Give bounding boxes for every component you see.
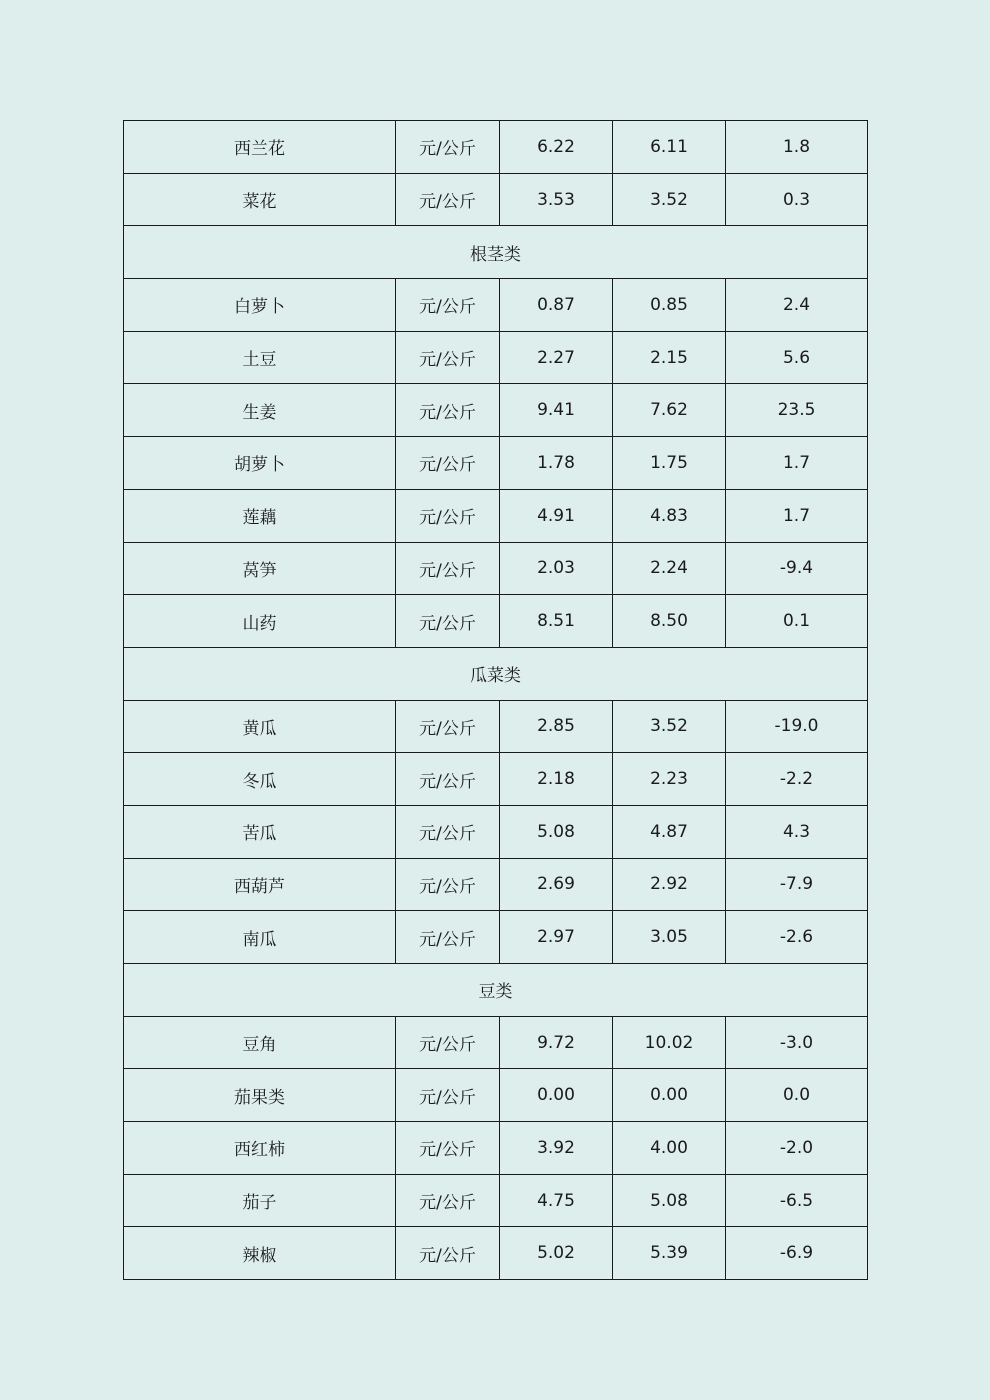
change-percent-cell: -3.0 [726, 1016, 868, 1069]
unit-cell: 元/公斤 [396, 331, 500, 384]
previous-price-cell: 8.50 [613, 595, 726, 648]
table-row [124, 331, 868, 384]
current-price-cell: 2.27 [500, 331, 613, 384]
current-price-cell: 0.87 [500, 279, 613, 332]
unit-cell: 元/公斤 [396, 542, 500, 595]
current-price-cell: 3.92 [500, 1122, 613, 1175]
unit-cell: 元/公斤 [396, 1122, 500, 1175]
previous-price-cell: 4.00 [613, 1122, 726, 1175]
unit-cell: 元/公斤 [396, 595, 500, 648]
current-price-cell: 2.03 [500, 542, 613, 595]
current-price-cell: 9.41 [500, 384, 613, 437]
change-percent-cell: -2.2 [726, 753, 868, 806]
previous-price-cell: 1.75 [613, 437, 726, 490]
change-percent-cell: -19.0 [726, 700, 868, 753]
previous-price-cell: 5.08 [613, 1174, 726, 1227]
unit-cell: 元/公斤 [396, 384, 500, 437]
previous-price-cell: 7.62 [613, 384, 726, 437]
item-name-cell: 生姜 [124, 384, 396, 437]
previous-price-cell: 3.52 [613, 700, 726, 753]
item-name-cell: 黄瓜 [124, 700, 396, 753]
change-percent-cell: -2.0 [726, 1122, 868, 1175]
table-row [124, 805, 868, 858]
change-percent-cell: 4.3 [726, 805, 868, 858]
previous-price-cell: 2.23 [613, 753, 726, 806]
item-name-cell: 辣椒 [124, 1227, 396, 1280]
item-name-cell: 土豆 [124, 331, 396, 384]
table-row [124, 700, 868, 753]
item-name-cell: 茄子 [124, 1174, 396, 1227]
current-price-cell: 6.22 [500, 121, 613, 174]
previous-price-cell: 3.52 [613, 173, 726, 226]
unit-cell: 元/公斤 [396, 489, 500, 542]
previous-price-cell: 2.15 [613, 331, 726, 384]
current-price-cell: 3.53 [500, 173, 613, 226]
item-name-cell: 茄果类 [124, 1069, 396, 1122]
item-name-cell: 山药 [124, 595, 396, 648]
item-name-cell: 西兰花 [124, 121, 396, 174]
unit-cell: 元/公斤 [396, 437, 500, 490]
category-header-row [124, 647, 868, 700]
unit-cell: 元/公斤 [396, 1016, 500, 1069]
table-row [124, 489, 868, 542]
current-price-cell: 1.78 [500, 437, 613, 490]
table-row [124, 595, 868, 648]
current-price-cell: 4.75 [500, 1174, 613, 1227]
previous-price-cell: 0.85 [613, 279, 726, 332]
item-name-cell: 白萝卜 [124, 279, 396, 332]
current-price-cell: 2.69 [500, 858, 613, 911]
table-row [124, 1069, 868, 1122]
table-row [124, 279, 868, 332]
previous-price-cell: 3.05 [613, 911, 726, 964]
unit-cell: 元/公斤 [396, 1174, 500, 1227]
current-price-cell: 0.00 [500, 1069, 613, 1122]
table-row [124, 753, 868, 806]
category-label: 瓜菜类 [124, 647, 868, 700]
table-row [124, 1016, 868, 1069]
item-name-cell: 菜花 [124, 173, 396, 226]
table-row [124, 1174, 868, 1227]
change-percent-cell: 1.7 [726, 437, 868, 490]
category-label: 根茎类 [124, 226, 868, 279]
category-label: 豆类 [124, 964, 868, 1017]
current-price-cell: 2.97 [500, 911, 613, 964]
previous-price-cell: 2.24 [613, 542, 726, 595]
current-price-cell: 8.51 [500, 595, 613, 648]
previous-price-cell: 6.11 [613, 121, 726, 174]
table-row [124, 542, 868, 595]
change-percent-cell: 2.4 [726, 279, 868, 332]
change-percent-cell: -9.4 [726, 542, 868, 595]
unit-cell: 元/公斤 [396, 858, 500, 911]
unit-cell: 元/公斤 [396, 805, 500, 858]
table-row [124, 1122, 868, 1175]
item-name-cell: 豆角 [124, 1016, 396, 1069]
item-name-cell: 苦瓜 [124, 805, 396, 858]
category-header-row [124, 226, 868, 279]
unit-cell: 元/公斤 [396, 1069, 500, 1122]
change-percent-cell: 1.8 [726, 121, 868, 174]
table-row [124, 384, 868, 437]
table-row [124, 858, 868, 911]
change-percent-cell: -7.9 [726, 858, 868, 911]
current-price-cell: 2.85 [500, 700, 613, 753]
unit-cell: 元/公斤 [396, 279, 500, 332]
item-name-cell: 莲藕 [124, 489, 396, 542]
change-percent-cell: 0.3 [726, 173, 868, 226]
change-percent-cell: 0.0 [726, 1069, 868, 1122]
unit-cell: 元/公斤 [396, 911, 500, 964]
table-row [124, 437, 868, 490]
previous-price-cell: 4.87 [613, 805, 726, 858]
current-price-cell: 9.72 [500, 1016, 613, 1069]
change-percent-cell: -2.6 [726, 911, 868, 964]
unit-cell: 元/公斤 [396, 700, 500, 753]
change-percent-cell: -6.9 [726, 1227, 868, 1280]
item-name-cell: 冬瓜 [124, 753, 396, 806]
change-percent-cell: 23.5 [726, 384, 868, 437]
item-name-cell: 西葫芦 [124, 858, 396, 911]
previous-price-cell: 10.02 [613, 1016, 726, 1069]
table-body [124, 121, 868, 1280]
item-name-cell: 南瓜 [124, 911, 396, 964]
current-price-cell: 5.08 [500, 805, 613, 858]
change-percent-cell: 5.6 [726, 331, 868, 384]
previous-price-cell: 2.92 [613, 858, 726, 911]
change-percent-cell: 0.1 [726, 595, 868, 648]
category-header-row [124, 964, 868, 1017]
previous-price-cell: 0.00 [613, 1069, 726, 1122]
table-row [124, 173, 868, 226]
table-row [124, 911, 868, 964]
table-row [124, 1227, 868, 1280]
vegetable-price-table [123, 120, 868, 1280]
table-row [124, 121, 868, 174]
unit-cell: 元/公斤 [396, 1227, 500, 1280]
change-percent-cell: -6.5 [726, 1174, 868, 1227]
unit-cell: 元/公斤 [396, 753, 500, 806]
item-name-cell: 胡萝卜 [124, 437, 396, 490]
previous-price-cell: 5.39 [613, 1227, 726, 1280]
item-name-cell: 西红柿 [124, 1122, 396, 1175]
current-price-cell: 4.91 [500, 489, 613, 542]
unit-cell: 元/公斤 [396, 173, 500, 226]
unit-cell: 元/公斤 [396, 121, 500, 174]
current-price-cell: 2.18 [500, 753, 613, 806]
item-name-cell: 莴笋 [124, 542, 396, 595]
change-percent-cell: 1.7 [726, 489, 868, 542]
current-price-cell: 5.02 [500, 1227, 613, 1280]
previous-price-cell: 4.83 [613, 489, 726, 542]
